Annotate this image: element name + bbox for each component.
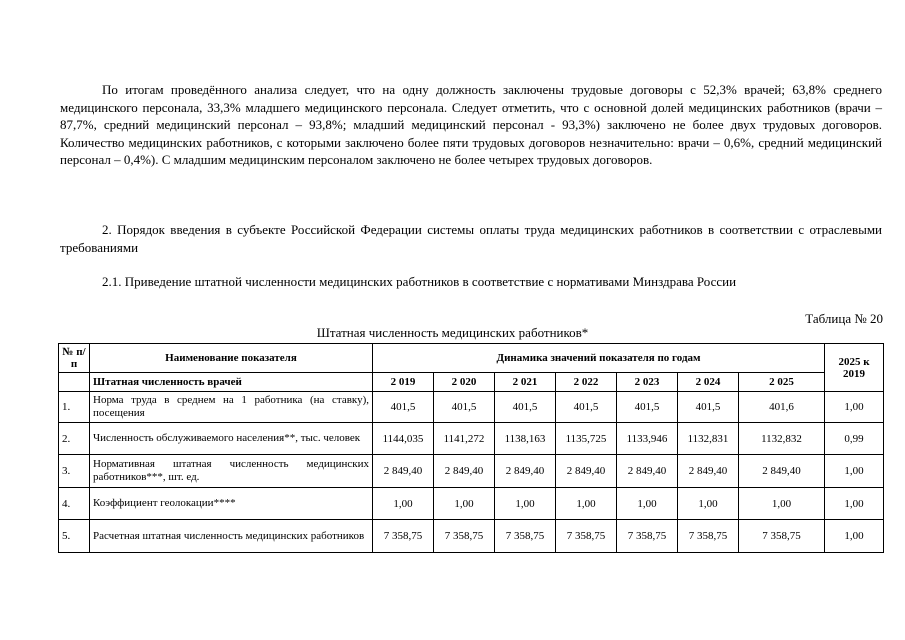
- header-num-empty: [59, 373, 90, 392]
- header-num: № п/п: [59, 344, 90, 373]
- row-value: 1,00: [373, 488, 434, 520]
- table-subheader-row: [59, 373, 884, 392]
- row-value: 2 849,40: [495, 455, 556, 488]
- header-subgroup: Штатная численность врачей: [90, 373, 373, 392]
- row-value: 7 358,75: [556, 520, 617, 553]
- row-value: 2 849,40: [556, 455, 617, 488]
- table-row: [59, 392, 884, 423]
- row-ratio: 1,00: [825, 520, 884, 553]
- header-year: 2 025: [739, 373, 825, 392]
- header-year: 2 022: [556, 373, 617, 392]
- header-name: Наименование показателя: [90, 344, 373, 373]
- row-value: 7 358,75: [434, 520, 495, 553]
- section-2-heading: 2. Порядок введения в субъекте Российской Федерации системы оплаты труда медицинских работников в соответствии с отраслевыми требованиями: [60, 222, 882, 255]
- row-value: 1,00: [678, 488, 739, 520]
- header-year: 2 024: [678, 373, 739, 392]
- table-row: [59, 488, 884, 520]
- row-label: Численность обслуживаемого населения**, тыс. человек: [90, 423, 373, 455]
- row-value: 7 358,75: [678, 520, 739, 553]
- row-value: 401,5: [434, 392, 495, 423]
- row-value: 1141,272: [434, 423, 495, 455]
- row-value: 401,5: [495, 392, 556, 423]
- row-number: 1.: [59, 392, 90, 423]
- row-value: 401,6: [739, 392, 825, 423]
- header-ratio: 2025 к 2019: [825, 344, 884, 392]
- row-value: 1,00: [495, 488, 556, 520]
- table-row: [59, 455, 884, 488]
- row-value: 1138,163: [495, 423, 556, 455]
- row-number: 2.: [59, 423, 90, 455]
- table-row: [59, 520, 884, 553]
- row-ratio: 1,00: [825, 455, 884, 488]
- row-value: 7 358,75: [373, 520, 434, 553]
- row-value: 1,00: [617, 488, 678, 520]
- header-year: 2 019: [373, 373, 434, 392]
- row-ratio: 0,99: [825, 423, 884, 455]
- row-value: 7 358,75: [617, 520, 678, 553]
- row-number: 4.: [59, 488, 90, 520]
- row-value: 2 849,40: [434, 455, 495, 488]
- row-value: 2 849,40: [678, 455, 739, 488]
- section-2-1-heading: 2.1. Приведение штатной численности медицинских работников в соответствие с нормативами Минздрава России: [102, 274, 737, 289]
- row-value: 1133,946: [617, 423, 678, 455]
- row-value: 401,5: [678, 392, 739, 423]
- row-number: 5.: [59, 520, 90, 553]
- row-value: 1,00: [739, 488, 825, 520]
- header-dynamics: Динамика значений показателя по годам: [373, 344, 825, 373]
- row-label: Нормативная штатная численность медицинских работников***, шт. ед.: [90, 455, 373, 488]
- row-value: 2 849,40: [373, 455, 434, 488]
- row-value: 1144,035: [373, 423, 434, 455]
- row-number: 3.: [59, 455, 90, 488]
- row-value: 7 358,75: [495, 520, 556, 553]
- analysis-paragraph: По итогам проведённого анализа следует, что на одну должность заключены трудовые договоры с 52,3% врачей; 63,8% среднего медицинского персонала, 33,3% младшего медицинского персонала. Следует отметить, что с основной долей медицинских работников (врачи – 87,7%, средний медицинский персонал – 93,8%; младший медицинский персонал - 93,3%) заключено не более двух трудовых договоров. Количество медицинских работников, с которыми заключено более пяти трудовых договоров незначительно: врачи – 0,6%, средний медицинский персонал – 0,4%). С младшим медицинским персоналом заключено не более четырех трудовых договоров.: [60, 82, 882, 168]
- row-value: 401,5: [617, 392, 678, 423]
- row-value: 1,00: [556, 488, 617, 520]
- row-label: Расчетная штатная численность медицинских работников: [90, 520, 373, 553]
- row-value: 7 358,75: [739, 520, 825, 553]
- row-value: 2 849,40: [617, 455, 678, 488]
- header-year: 2 020: [434, 373, 495, 392]
- row-ratio: 1,00: [825, 488, 884, 520]
- staffing-table: [58, 343, 884, 553]
- table-row: [59, 423, 884, 455]
- header-year: 2 021: [495, 373, 556, 392]
- row-value: 1132,832: [739, 423, 825, 455]
- row-ratio: 1,00: [825, 392, 884, 423]
- row-value: 1132,831: [678, 423, 739, 455]
- row-value: 401,5: [373, 392, 434, 423]
- table-header-row: [59, 344, 884, 373]
- header-year: 2 023: [617, 373, 678, 392]
- row-value: 1135,725: [556, 423, 617, 455]
- table-number: Таблица № 20: [805, 311, 883, 326]
- row-value: 2 849,40: [739, 455, 825, 488]
- row-label: Норма труда в среднем на 1 работника (на ставку), посещения: [90, 392, 373, 423]
- row-value: 1,00: [434, 488, 495, 520]
- row-value: 401,5: [556, 392, 617, 423]
- table-title: Штатная численность медицинских работников*: [316, 325, 589, 340]
- row-label: Коэффициент геолокации****: [90, 488, 373, 520]
